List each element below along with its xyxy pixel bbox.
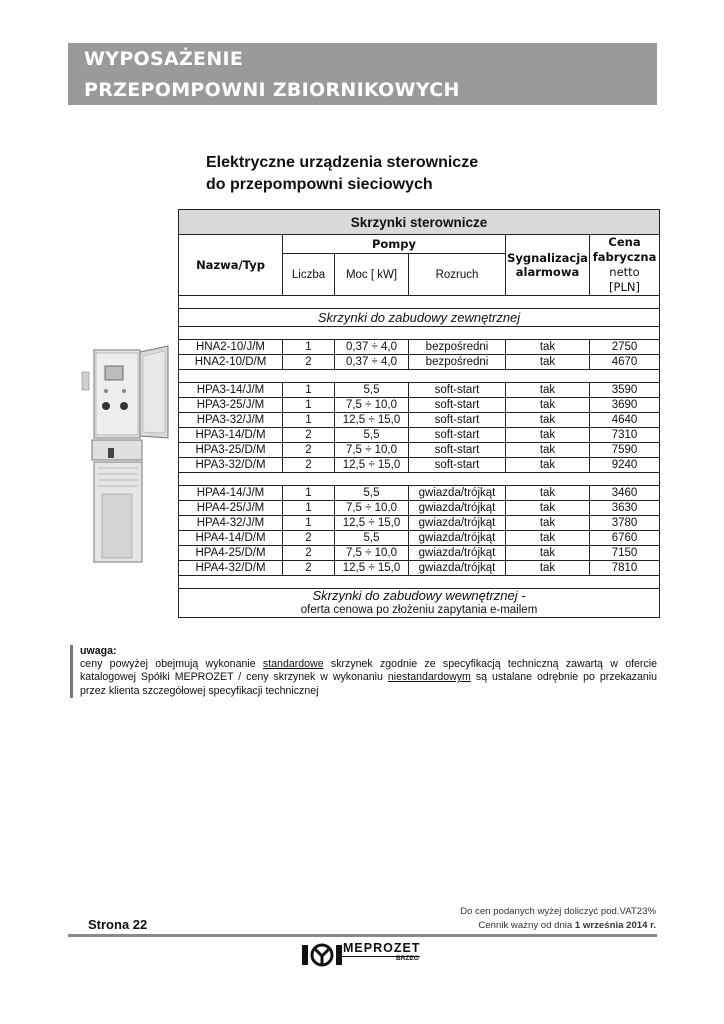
subtitle-line1: Elektryczne urządzenia sterownicze [206,154,479,171]
spacer-row [179,296,660,309]
cell-count: 2 [283,443,335,458]
spacer-row [179,327,660,340]
cell-count: 2 [283,546,335,561]
cell-power: 0,37 ÷ 4,0 [335,355,409,370]
cell-start: soft-start [409,383,506,398]
control-cabinet-image [78,344,174,566]
spacer-cell [179,576,660,589]
cell-count: 2 [283,561,335,576]
note-text-a: ceny powyżej obejmują wykonanie [80,658,263,671]
cell-alarm: tak [506,398,590,413]
cell-count: 2 [283,531,335,546]
col-power-header: Moc [ kW] [335,254,409,296]
cell-price: 7150 [590,546,660,561]
table-row [179,458,660,473]
logo-name: MEPROZET [343,941,421,955]
cell-power: 5,5 [335,486,409,501]
validity-prefix: Cennik ważny od dnia [478,920,575,931]
cell-power: 7,5 ÷ 10,0 [335,398,409,413]
cell-start: soft-start [409,443,506,458]
cell-name: HPA4-32/J/M [179,516,283,531]
cell-start: gwiazda/trójkąt [409,546,506,561]
table-row [179,516,660,531]
spacer-cell [179,370,660,383]
cell-count: 1 [283,383,335,398]
col-price-line1: Cena [608,235,641,249]
cell-alarm: tak [506,561,590,576]
cell-name: HPA3-14/J/M [179,383,283,398]
cell-count: 1 [283,398,335,413]
table-row [179,531,660,546]
cell-power: 7,5 ÷ 10,0 [335,546,409,561]
cell-name: HPA4-25/J/M [179,501,283,516]
cell-count: 1 [283,516,335,531]
cell-count: 1 [283,413,335,428]
col-price-line3: netto [609,265,640,279]
cell-price: 9240 [590,458,660,473]
section-subtitle [206,152,478,196]
cell-start: soft-start [409,458,506,473]
note-text-standard: standardowe [262,658,324,671]
cell-start: soft-start [409,413,506,428]
cell-name: HPA4-32/D/M [179,561,283,576]
cell-price: 7810 [590,561,660,576]
spacer-row [179,576,660,589]
subtitle-line2: do przepompowni sieciowych [206,176,433,193]
header-banner [68,43,657,105]
cell-alarm: tak [506,443,590,458]
col-start-header: Rozruch [409,254,506,296]
cell-start: gwiazda/trójkąt [409,486,506,501]
table-row [179,428,660,443]
note-text-nonstandard: niestandardowym [387,671,471,684]
cell-count: 2 [283,428,335,443]
col-price-line2: fabryczna [592,250,657,264]
note-text-c: są ustalane odrębnie po przekazaniu przez klienta szczegółowej specyfikacji technicznej [80,671,657,697]
cell-alarm: tak [506,486,590,501]
col-alarm-header [506,235,590,296]
cell-power: 0,37 ÷ 4,0 [335,340,409,355]
cell-price: 3630 [590,501,660,516]
cell-price: 7590 [590,443,660,458]
cell-name: HPA3-32/D/M [179,458,283,473]
cell-count: 1 [283,340,335,355]
vat-note: Do cen podanych wyżej doliczyć pod.VAT23% [460,906,656,917]
header-title-line2: PRZEPOMPOWNI ZBIORNIKOWYCH [84,79,460,101]
validity-date: 1 września 2014 r. [574,920,656,931]
table-row [179,355,660,370]
cell-price: 3690 [590,398,660,413]
cell-price: 4640 [590,413,660,428]
cell-alarm: tak [506,458,590,473]
price-table [178,209,660,618]
table-row [179,486,660,501]
cell-start: soft-start [409,428,506,443]
page-number: Strona 22 [88,917,148,932]
cell-alarm: tak [506,546,590,561]
section-indoor-title: Skrzynki do zabudowy wewnętrznej - [312,588,526,603]
cell-count: 1 [283,486,335,501]
table-row [179,561,660,576]
cell-name: HPA3-32/J/M [179,413,283,428]
cell-power: 5,5 [335,428,409,443]
cell-alarm: tak [506,516,590,531]
spacer-cell [179,473,660,486]
cell-power: 7,5 ÷ 10,0 [335,443,409,458]
header-title-line1: WYPOSAŻENIE [84,48,244,70]
cell-name: HNA2-10/D/M [179,355,283,370]
cell-price: 2750 [590,340,660,355]
cell-power: 5,5 [335,531,409,546]
col-name-header: Nazwa/Typ [179,235,283,296]
cell-power: 12,5 ÷ 15,0 [335,561,409,576]
cell-count: 2 [283,458,335,473]
table-row [179,501,660,516]
table-caption: Skrzynki sterownicze [179,210,660,235]
cell-start: soft-start [409,398,506,413]
cell-power: 12,5 ÷ 15,0 [335,413,409,428]
cell-alarm: tak [506,340,590,355]
table-row [179,546,660,561]
meprozet-logo-icon [302,942,342,968]
cell-name: HNA2-10/J/M [179,340,283,355]
cell-alarm: tak [506,413,590,428]
cell-name: HPA4-14/D/M [179,531,283,546]
cell-power: 12,5 ÷ 15,0 [335,458,409,473]
cell-start: gwiazda/trójkąt [409,501,506,516]
cell-price: 4670 [590,355,660,370]
cell-power: 7,5 ÷ 10,0 [335,501,409,516]
cell-power: 12,5 ÷ 15,0 [335,516,409,531]
note-text [80,658,657,698]
col-price-header [590,235,660,296]
cell-start: gwiazda/trójkąt [409,531,506,546]
cell-alarm: tak [506,531,590,546]
spacer-row [179,473,660,486]
note-heading: uwaga: [80,645,117,657]
cell-name: HPA4-14/J/M [179,486,283,501]
section-indoor [179,589,660,618]
cell-count: 1 [283,501,335,516]
cell-start: bezpośredni [409,340,506,355]
cell-price: 7310 [590,428,660,443]
cell-price: 3780 [590,516,660,531]
note-box [70,645,657,698]
section-outdoor: Skrzynki do zabudowy zewnętrznej [179,309,660,327]
cell-alarm: tak [506,501,590,516]
cell-name: HPA3-14/D/M [179,428,283,443]
cell-price: 3460 [590,486,660,501]
cell-name: HPA3-25/D/M [179,443,283,458]
cell-count: 2 [283,355,335,370]
table-row [179,383,660,398]
cell-power: 5,5 [335,383,409,398]
cell-alarm: tak [506,355,590,370]
logo-city: BRZEG [396,955,419,962]
cell-start: gwiazda/trójkąt [409,516,506,531]
col-alarm-line1: Sygnalizacja [507,251,588,265]
note-text-b: skrzynek zgodnie ze specyfikacją techniczną zawartą w ofercie katalogowej Spółki MEPROZET / ceny skrzynek w wykonaniu [80,658,657,684]
cell-price: 6760 [590,531,660,546]
section-indoor-note: oferta cenowa po złożeniu zapytania e-mailem [300,604,538,616]
col-count-header: Liczba [283,254,335,296]
footer-rule [68,934,657,937]
cell-alarm: tak [506,428,590,443]
col-price-line4: [PLN] [609,280,640,294]
table-row [179,413,660,428]
spacer-row [179,370,660,383]
cell-name: HPA4-25/D/M [179,546,283,561]
cell-price: 3590 [590,383,660,398]
col-alarm-line2: alarmowa [515,265,580,279]
table-row [179,398,660,413]
cell-start: bezpośredni [409,355,506,370]
col-pumps-header: Pompy [283,235,506,254]
table-row [179,340,660,355]
cell-name: HPA3-25/J/M [179,398,283,413]
cell-alarm: tak [506,383,590,398]
cell-start: gwiazda/trójkąt [409,561,506,576]
table-row [179,443,660,458]
validity-note [478,920,656,931]
